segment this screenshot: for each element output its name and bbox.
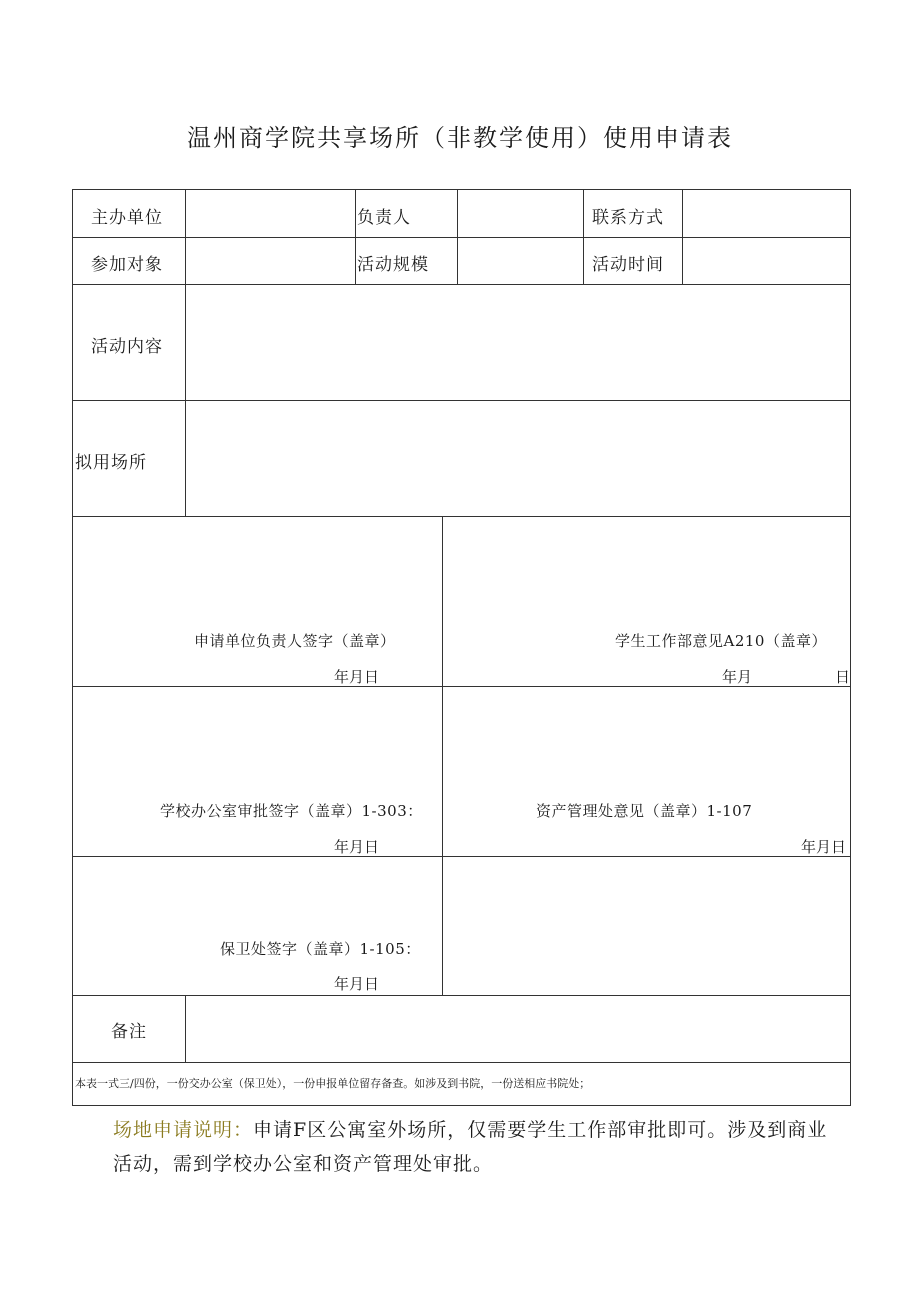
venue-field[interactable] [186,401,850,516]
contact-field[interactable] [683,190,850,237]
student-affairs-date-day: 日 [835,668,851,686]
office-signature-box[interactable] [73,687,442,856]
student-affairs-label: 学生工作部意见A210（盖章） [615,632,827,650]
application-form-table [72,189,851,1106]
host-unit-field[interactable] [186,190,355,237]
remarks-label: 备注 [111,1022,147,1042]
applicant-signature-label: 申请单位负责人签字（盖章） [194,632,396,650]
security-date: 年月日 [334,975,380,993]
person-in-charge-field[interactable] [458,190,583,237]
col-divider [583,190,584,284]
assets-opinion-label: 资产管理处意见（盖章）1-107 [536,802,753,820]
participants-label: 参加对象 [91,255,163,275]
office-signature-label: 学校办公室审批签字（盖章）1-303： [160,802,423,820]
explanation-lead: 场地申请说明： [113,1119,254,1141]
person-in-charge-label: 负责人 [357,208,411,228]
row-divider [73,1062,850,1063]
time-label: 活动时间 [592,255,664,275]
col-divider [355,190,356,284]
empty-approval-box [443,857,850,995]
applicant-signature-box[interactable] [73,517,442,686]
venue-label: 拟用场所 [75,453,147,473]
scale-label: 活动规模 [357,255,429,275]
office-date: 年月日 [334,838,380,856]
form-title: 温州商学院共享场所（非教学使用）使用申请表 [187,124,733,152]
application-explanation [113,1113,843,1181]
explanation-body: 申请F区公寓室外场所，仅需要学生工作部审批即可。涉及到商业活动，需到学校办公室和资产管理处审批。 [113,1119,828,1175]
student-affairs-opinion-box[interactable] [443,517,850,686]
scale-field[interactable] [458,238,583,284]
host-unit-label: 主办单位 [91,208,163,228]
participants-field[interactable] [186,238,355,284]
remarks-field[interactable] [186,996,850,1062]
form-footnote: 本表一式三/四份，一份交办公室（保卫处），一份申报单位留存备查。如涉及到书院，一份送相应书院处； [75,1077,591,1090]
security-signature-label: 保卫处签字（盖章）1-105： [220,940,421,958]
content-field[interactable] [186,285,850,400]
applicant-date: 年月日 [334,668,380,686]
assets-opinion-box[interactable] [443,687,850,856]
security-signature-box[interactable] [73,857,442,995]
time-field[interactable] [683,238,850,284]
content-label: 活动内容 [91,337,163,357]
student-affairs-date-year-month: 年月 [722,668,753,686]
assets-date: 年月日 [801,838,847,856]
contact-label: 联系方式 [592,208,664,228]
